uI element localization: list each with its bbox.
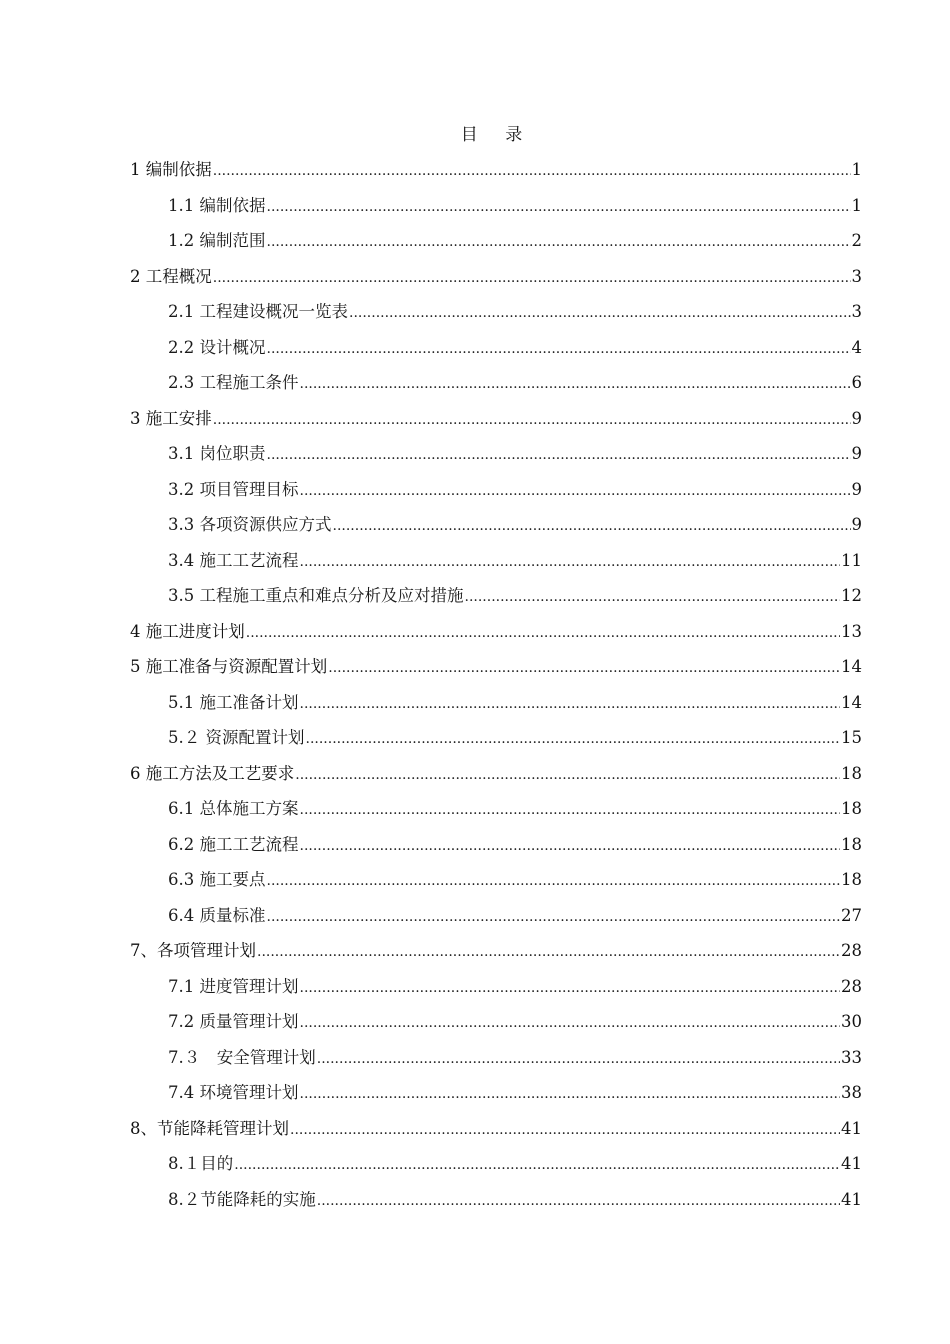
- toc-entry[interactable]: [130, 649, 862, 685]
- toc-entry-text: 8、节能降耗管理计划: [130, 1118, 289, 1138]
- toc-entry-text: 3.3 各项资源供应方式: [168, 515, 332, 534]
- toc-entry-text: 3.4 施工工艺流程: [168, 550, 299, 570]
- dot-leader: [300, 1077, 841, 1113]
- dot-leader: [300, 793, 841, 829]
- toc-page-number: 14: [841, 692, 862, 712]
- dot-leader: [213, 403, 851, 439]
- toc-entry-text: 1.2 编制范围: [168, 231, 266, 250]
- toc-page-number: 3: [851, 302, 862, 321]
- toc-page-number: 18: [841, 799, 862, 818]
- toc-entry-text: 2.1 工程建设概况一览表: [168, 302, 348, 321]
- toc-entry-text: 6.3 施工要点: [168, 870, 266, 889]
- toc-entry-text: 4 施工进度计划: [130, 621, 245, 641]
- toc-page-number: 14: [841, 657, 862, 676]
- toc-entry[interactable]: [130, 614, 862, 650]
- toc-entry[interactable]: [130, 862, 862, 898]
- toc-entry[interactable]: [130, 933, 862, 969]
- toc-page-number: 38: [841, 1083, 862, 1102]
- dot-leader: [213, 261, 851, 297]
- toc-entry-text: 2.2 设计概况: [168, 337, 266, 357]
- toc-page-number: 4: [851, 337, 862, 357]
- dot-leader: [267, 864, 841, 900]
- toc-page-number: 1: [851, 195, 862, 215]
- toc-entry-text: 7.1 进度管理计划: [168, 976, 299, 996]
- toc-entry-text: 1 编制依据: [130, 160, 212, 179]
- toc-entry[interactable]: [130, 1111, 862, 1147]
- toc-entry-text: 5 施工准备与资源配置计划: [130, 657, 328, 676]
- toc-entry-text: 3 施工安排: [130, 408, 212, 428]
- toc-page-number: 30: [841, 1012, 862, 1031]
- toc-page-number: 18: [841, 870, 862, 889]
- dot-leader: [295, 758, 840, 794]
- toc-page-number: 15: [841, 728, 862, 747]
- toc-page-number: 9: [851, 408, 862, 428]
- toc-page-number: 6: [851, 373, 862, 392]
- page-title: 目 录: [460, 125, 534, 145]
- table-of-contents: [130, 152, 862, 1217]
- dot-leader: [267, 900, 841, 936]
- dot-leader: [300, 1006, 841, 1042]
- toc-page-number: 3: [851, 266, 862, 286]
- toc-entry-text: 6.2 施工工艺流程: [168, 834, 299, 854]
- toc-entry[interactable]: [130, 1075, 862, 1111]
- toc-entry-text: 7.4 环境管理计划: [168, 1083, 299, 1102]
- toc-entry[interactable]: [130, 365, 862, 401]
- toc-entry[interactable]: [130, 1040, 862, 1076]
- toc-page-number: 2: [851, 231, 862, 250]
- dot-leader: [317, 1184, 840, 1220]
- toc-page-number: 18: [841, 763, 862, 783]
- dot-leader: [300, 829, 841, 865]
- toc-entry-text: 2.3 工程施工条件: [168, 373, 299, 392]
- toc-entry[interactable]: [130, 294, 862, 330]
- toc-entry[interactable]: [130, 472, 862, 508]
- toc-entry-text: 6.4 质量标准: [168, 905, 266, 925]
- toc-entry-text: 7.３ 安全管理计划: [168, 1047, 316, 1067]
- toc-page-number: 41: [841, 1118, 862, 1138]
- dot-leader: [267, 332, 851, 368]
- dot-leader: [333, 509, 851, 545]
- dot-leader: [267, 225, 851, 261]
- toc-page-number: 9: [851, 479, 862, 499]
- dot-leader: [300, 474, 851, 510]
- toc-entry[interactable]: [130, 259, 862, 295]
- toc-entry[interactable]: [130, 898, 862, 934]
- toc-page-number: 33: [841, 1047, 862, 1067]
- toc-entry[interactable]: [130, 1146, 862, 1182]
- toc-entry-text: 5.1 施工准备计划: [168, 692, 299, 712]
- toc-page-number: 9: [851, 515, 862, 534]
- toc-entry-text: 2 工程概况: [130, 266, 212, 286]
- toc-entry-text: 8.１目的: [168, 1154, 234, 1173]
- dot-leader: [306, 722, 841, 758]
- toc-entry[interactable]: [130, 1182, 862, 1218]
- dot-leader: [328, 651, 840, 687]
- toc-page-number: 27: [841, 905, 862, 925]
- dot-leader: [300, 687, 841, 723]
- toc-entry-text: 8.２节能降耗的实施: [168, 1189, 316, 1209]
- toc-page-number: 28: [841, 941, 862, 960]
- toc-entry[interactable]: [130, 827, 862, 863]
- dot-leader: [300, 367, 851, 403]
- toc-entry-text: 3.5 工程施工重点和难点分析及应对措施: [168, 586, 464, 605]
- toc-page-number: 13: [841, 621, 862, 641]
- dot-leader: [246, 616, 840, 652]
- toc-entry[interactable]: [130, 436, 862, 472]
- toc-entry-text: 3.2 项目管理目标: [168, 479, 299, 499]
- toc-page-number: 1: [851, 160, 862, 179]
- toc-entry[interactable]: [130, 969, 862, 1005]
- dot-leader: [234, 1148, 840, 1184]
- toc-entry[interactable]: [130, 791, 862, 827]
- dot-leader: [267, 438, 851, 474]
- toc-page-number: 41: [841, 1154, 862, 1173]
- dot-leader: [300, 971, 841, 1007]
- toc-page-number: 11: [841, 550, 862, 570]
- toc-entry-text: 7.2 质量管理计划: [168, 1012, 299, 1031]
- toc-page-number: 28: [841, 976, 862, 996]
- toc-entry[interactable]: [130, 330, 862, 366]
- toc-entry[interactable]: [130, 685, 862, 721]
- toc-page-number: 41: [841, 1189, 862, 1209]
- toc-entry[interactable]: [130, 507, 862, 543]
- toc-entry[interactable]: [130, 543, 862, 579]
- toc-entry[interactable]: [130, 401, 862, 437]
- toc-page-number: 9: [851, 444, 862, 463]
- dot-leader: [317, 1042, 840, 1078]
- dot-leader: [213, 154, 851, 190]
- toc-entry[interactable]: [130, 152, 862, 188]
- toc-entry[interactable]: [130, 756, 862, 792]
- toc-entry-text: 5.２ 资源配置计划: [168, 728, 305, 747]
- toc-entry-text: 6.1 总体施工方案: [168, 799, 299, 818]
- toc-entry[interactable]: [130, 720, 862, 756]
- dot-leader: [257, 935, 840, 971]
- toc-entry[interactable]: [130, 578, 862, 614]
- dot-leader: [267, 190, 851, 226]
- toc-entry[interactable]: [130, 1004, 862, 1040]
- dot-leader: [349, 296, 851, 332]
- toc-entry[interactable]: [130, 223, 862, 259]
- dot-leader: [465, 580, 841, 616]
- dot-leader: [290, 1113, 840, 1149]
- toc-page-number: 18: [841, 834, 862, 854]
- toc-entry-text: 7、各项管理计划: [130, 941, 256, 960]
- toc-entry-text: 3.1 岗位职责: [168, 444, 266, 463]
- toc-entry-text: 6 施工方法及工艺要求: [130, 763, 295, 783]
- dot-leader: [300, 545, 841, 581]
- toc-entry[interactable]: [130, 188, 862, 224]
- toc-page-number: 12: [841, 586, 862, 605]
- toc-entry-text: 1.1 编制依据: [168, 195, 266, 215]
